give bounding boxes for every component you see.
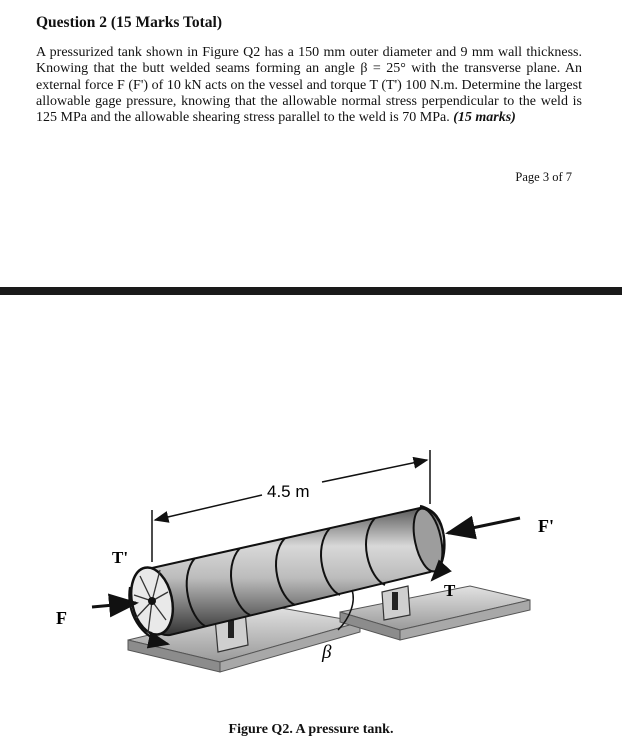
question-text xyxy=(36,45,582,126)
question-body: A pressurized tank shown in Figure Q2 has a 150 mm outer diameter and 9 mm wall thickness. Knowing that the butt welded seams forming an angle β = 25° with the transverse plane. An external force F (F') of 10 kN acts on the vessel and torque T (T') 100 N.m. Determine the largest allowable gage pressure, knowing that the allowable normal stress perpendicular to the weld is 125 MPa and the allowable shearing stress parallel to the weld is 70 MPa. xyxy=(36,45,582,126)
right-support xyxy=(340,586,530,640)
length-label: 4.5 m xyxy=(267,482,310,501)
force-right xyxy=(448,516,554,536)
page-number: Page 3 of 7 xyxy=(515,170,572,184)
force-left xyxy=(56,603,136,628)
page-break-divider xyxy=(0,287,622,295)
torque-left-label: T' xyxy=(112,548,129,567)
force-left-label: F xyxy=(56,608,67,628)
question-marks: (15 marks) xyxy=(453,110,516,126)
question-heading: Question 2 (15 Marks Total) xyxy=(36,14,223,31)
angle-label: β xyxy=(322,642,332,663)
force-right-label: F' xyxy=(538,516,554,536)
torque-right-label: T xyxy=(444,581,456,600)
pressure-tank-diagram xyxy=(0,300,622,720)
figure-caption: Figure Q2. A pressure tank. xyxy=(228,722,394,737)
figure-q2 xyxy=(0,300,622,720)
